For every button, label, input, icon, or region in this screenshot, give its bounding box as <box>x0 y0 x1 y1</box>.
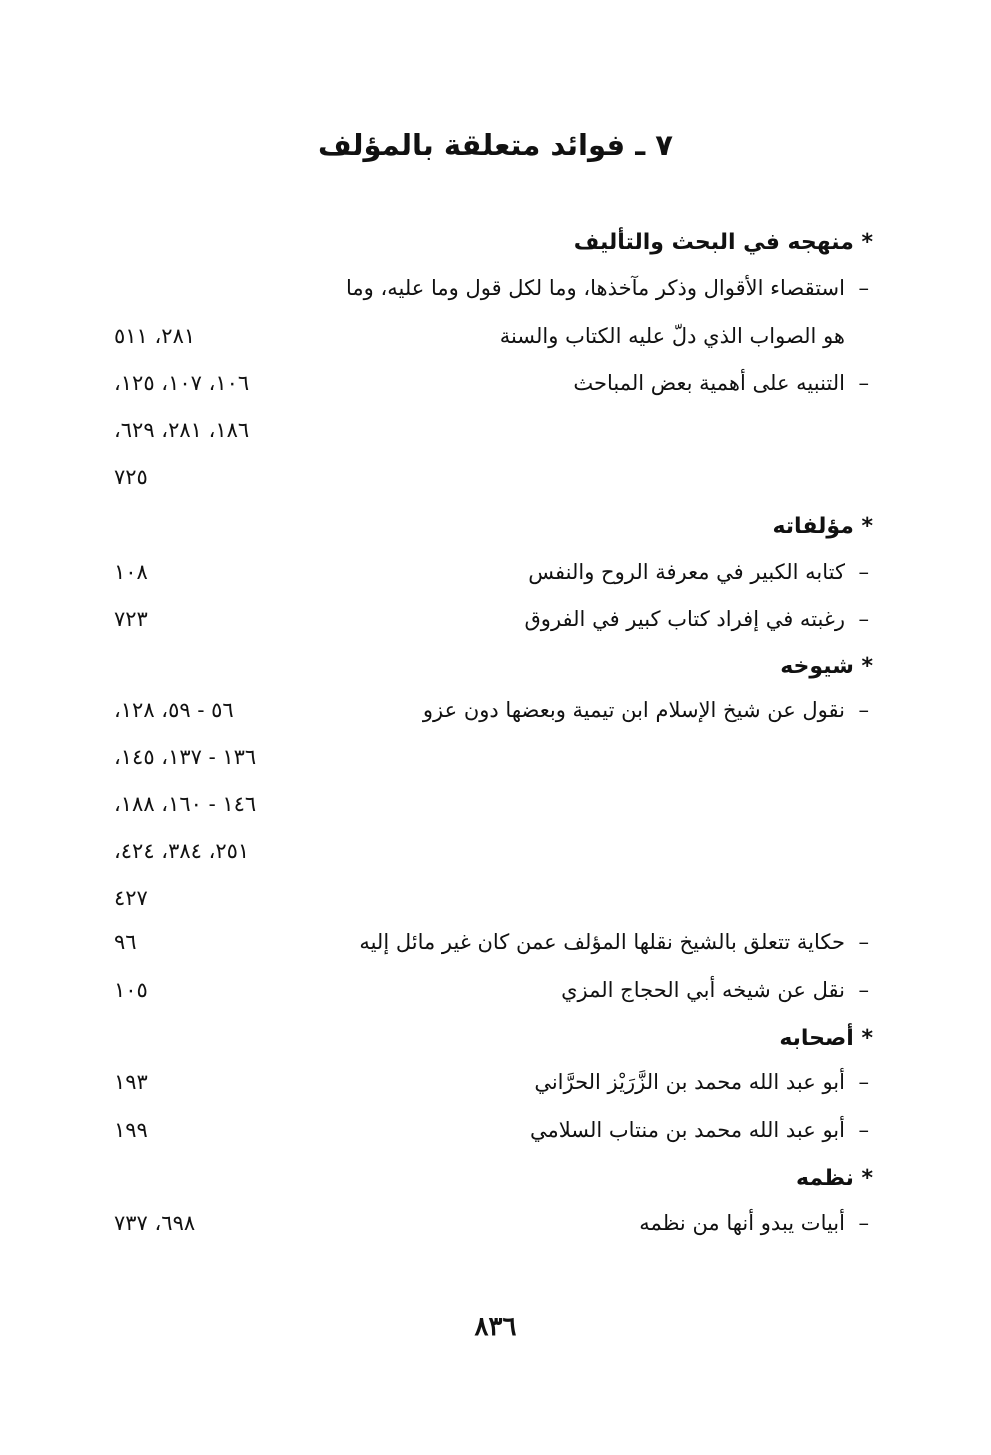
reference-continuation <box>0 839 991 883</box>
page-reference: ١٠٥ <box>114 978 148 1002</box>
index-entry <box>0 698 991 742</box>
entry-dash: – <box>858 1070 869 1094</box>
index-entry <box>0 607 991 651</box>
page-reference: ٤٢٧ <box>114 886 148 910</box>
entry-text: نقول عن شيخ الإسلام ابن تيمية وبعضها دون عزو <box>422 698 845 722</box>
entry-dash: – <box>858 930 869 954</box>
page-reference: ٢٥١، ٣٨٤، ٤٢٤، <box>114 839 250 863</box>
entry-text: أبيات يبدو أنها من نظمه <box>639 1211 845 1235</box>
reference-continuation <box>0 745 991 789</box>
reference-continuation <box>0 886 991 930</box>
entry-text: هو الصواب الذي دلّ عليه الكتاب والسنة <box>499 324 845 348</box>
section-heading-text: * شيوخه <box>780 654 873 679</box>
section-heading-text: * منهجه في البحث والتأليف <box>573 230 873 255</box>
page-reference: ٧٢٣ <box>114 607 148 631</box>
entry-text: حكاية تتعلق بالشيخ نقلها المؤلف عمن كان غير مائل إليه <box>359 930 845 954</box>
entry-dash: – <box>858 1118 869 1142</box>
section-heading-text: * مؤلفاته <box>772 514 873 539</box>
index-entry <box>0 1118 991 1162</box>
section-heading <box>0 230 991 274</box>
entry-text: أبو عبد الله محمد بن منتاب السلامي <box>529 1118 845 1142</box>
page-reference: ٩٦ <box>114 930 137 954</box>
index-entry-continuation <box>0 324 991 368</box>
section-heading <box>0 1026 991 1070</box>
entry-dash: – <box>858 698 869 722</box>
index-entry <box>0 1211 991 1255</box>
entry-text: نقل عن شيخه أبي الحجاج المزي <box>561 978 845 1002</box>
entry-text: استقصاء الأقوال وذكر مآخذها، وما لكل قول وما عليه، وما <box>346 276 845 300</box>
section-heading-text: * نظمه <box>796 1166 873 1191</box>
index-entry <box>0 1070 991 1114</box>
entry-dash: – <box>858 978 869 1002</box>
page-reference: ١٤٦ - ١٦٠، ١٨٨، <box>114 792 257 816</box>
index-entry <box>0 276 991 320</box>
reference-continuation <box>0 465 991 509</box>
index-entry <box>0 560 991 604</box>
page-number: ٨٣٦ <box>474 1312 517 1342</box>
entry-text: أبو عبد الله محمد بن الزَّرَيْز الحرَّاني <box>534 1070 845 1094</box>
page-reference: ٦٩٨، ٧٣٧ <box>114 1211 196 1235</box>
entry-text: رغبته في إفراد كتاب كبير في الفروق <box>524 607 845 631</box>
page-reference: ٥٦ - ٥٩، ١٢٨، <box>114 698 234 722</box>
page-reference: ١٠٦، ١٠٧، ١٢٥، <box>114 371 250 395</box>
entry-dash: – <box>858 371 869 395</box>
page-reference: ١٩٩ <box>114 1118 148 1142</box>
section-heading <box>0 514 991 558</box>
entry-dash: – <box>858 1211 869 1235</box>
page-reference: ١٠٨ <box>114 560 148 584</box>
page-reference: ٧٢٥ <box>114 465 148 489</box>
entry-dash: – <box>858 607 869 631</box>
reference-continuation <box>0 418 991 462</box>
entry-text: التنبيه على أهمية بعض المباحث <box>573 371 845 395</box>
entry-text: كتابه الكبير في معرفة الروح والنفس <box>528 560 845 584</box>
page-reference: ١٨٦، ٢٨١، ٦٢٩، <box>114 418 250 442</box>
section-heading <box>0 654 991 698</box>
page-reference: ٢٨١، ٥١١ <box>114 324 196 348</box>
index-entry <box>0 930 991 974</box>
index-entry <box>0 371 991 415</box>
index-entry <box>0 978 991 1022</box>
section-heading <box>0 1166 991 1210</box>
page-reference: ١٣٦ - ١٣٧، ١٤٥، <box>114 745 257 769</box>
page-reference: ١٩٣ <box>114 1070 148 1094</box>
reference-continuation <box>0 792 991 836</box>
page-title: ٧ ـ فوائد متعلقة بالمؤلف <box>318 128 673 162</box>
entry-dash: – <box>858 560 869 584</box>
section-heading-text: * أصحابه <box>779 1026 873 1051</box>
entry-dash: – <box>858 276 869 300</box>
